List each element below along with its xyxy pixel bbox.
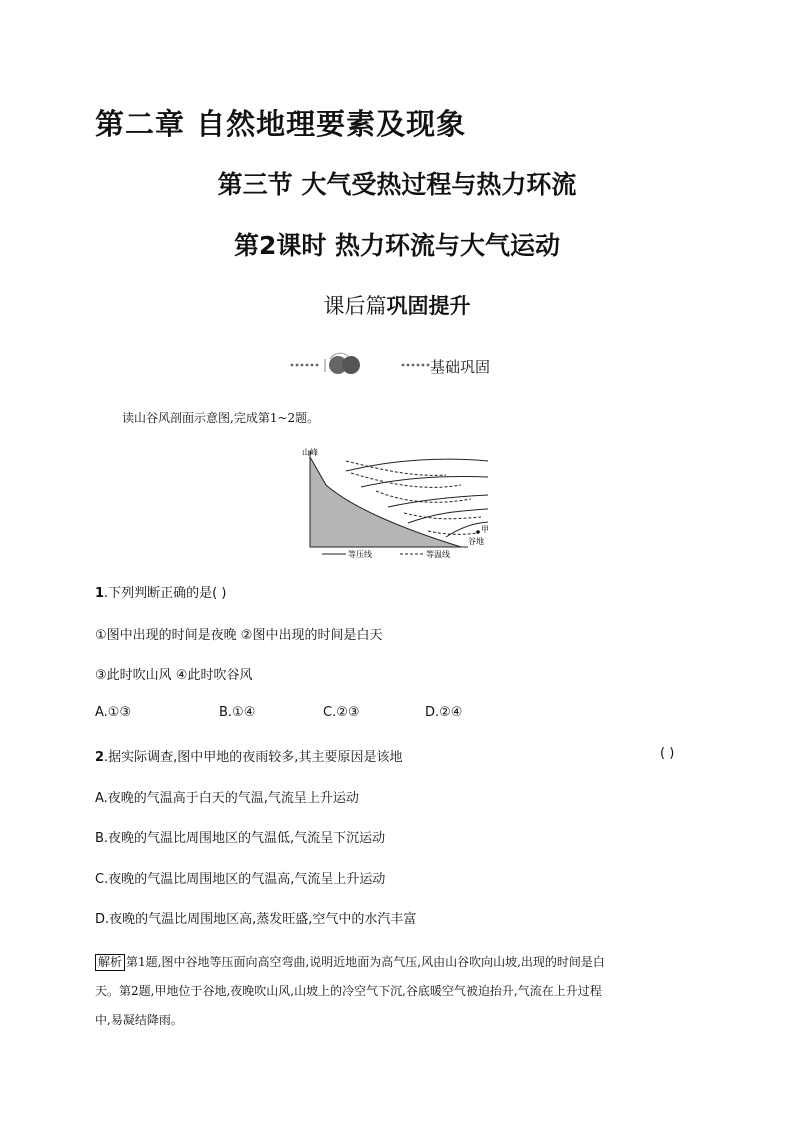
point-label: 甲 <box>481 525 489 534</box>
q1-statement-1: ①图中出现的时间是夜晚 ②图中出现的时间是白天 <box>95 628 383 643</box>
q1-option-b[interactable]: B.①④ <box>219 705 256 720</box>
after-class-bold: 巩固提升 <box>386 294 471 318</box>
q2-option-d[interactable]: D.夜晚的气温比周围地区高,蒸发旺盛,空气中的水汽丰富 <box>95 912 417 927</box>
q1-stem-text: .下列判断正确的是( ) <box>104 586 227 601</box>
valley-wind-diagram <box>296 443 506 563</box>
q2-option-b[interactable]: B.夜晚的气温比周围地区的气温低,气流呈下沉运动 <box>95 831 386 846</box>
analysis-tag: 解析 <box>95 954 125 971</box>
valley-label: 谷地 <box>468 537 484 546</box>
q2-answer-paren: ( ) <box>660 746 675 761</box>
q1-option-a[interactable]: A.①③ <box>95 705 132 720</box>
q1-options <box>95 705 615 723</box>
q2-option-c[interactable]: C.夜晚的气温比周围地区的气温高,气流呈上升运动 <box>95 872 386 887</box>
peak-label: 山峰 <box>302 448 318 457</box>
intro-text: 读山谷风剖面示意图,完成第1~2题。 <box>122 411 320 425</box>
q1-number: 1 <box>95 586 105 601</box>
q1-option-d[interactable]: D.②④ <box>425 705 463 720</box>
analysis-line-2: 天。第2题,甲地位于谷地,夜晚吹山风,山坡上的冷空气下沉,谷底暖空气被迫抬升,气流在上升过程 <box>95 984 602 998</box>
q2-option-a[interactable]: A.夜晚的气温高于白天的气温,气流呈上升运动 <box>95 791 359 806</box>
after-class-prefix: 课后篇 <box>323 294 387 318</box>
q1-option-c[interactable]: C.②③ <box>323 705 360 720</box>
q1-stem <box>95 582 226 601</box>
after-class-heading <box>0 290 794 320</box>
legend-isobar: 等压线 <box>348 550 372 559</box>
banner-label: 基础巩固 <box>430 358 491 376</box>
q2-stem <box>95 746 402 765</box>
section-title: 第三节 大气受热过程与热力环流 <box>217 170 577 199</box>
legend-isotherm: 等温线 <box>426 550 450 559</box>
analysis-line-3: 中,易凝结降雨。 <box>95 1013 183 1027</box>
analysis-line-1-text: 第1题,图中谷地等压面向高空弯曲,说明近地面为高气压,风由山谷吹向山坡,出现的时间是白 <box>126 955 605 969</box>
q2-stem-text: .据实际调查,图中甲地的夜雨较多,其主要原因是该地 <box>104 750 403 765</box>
analysis-line-1 <box>95 948 705 977</box>
chapter-title: 第二章 自然地理要素及现象 <box>95 107 467 141</box>
q1-statement-2: ③此时吹山风 ④此时吹谷风 <box>95 668 253 683</box>
lesson-title: 第2课时 热力环流与大气运动 <box>233 231 561 260</box>
banner-decoration <box>290 350 530 380</box>
analysis-block <box>95 948 705 1035</box>
q2-number: 2 <box>95 750 105 765</box>
